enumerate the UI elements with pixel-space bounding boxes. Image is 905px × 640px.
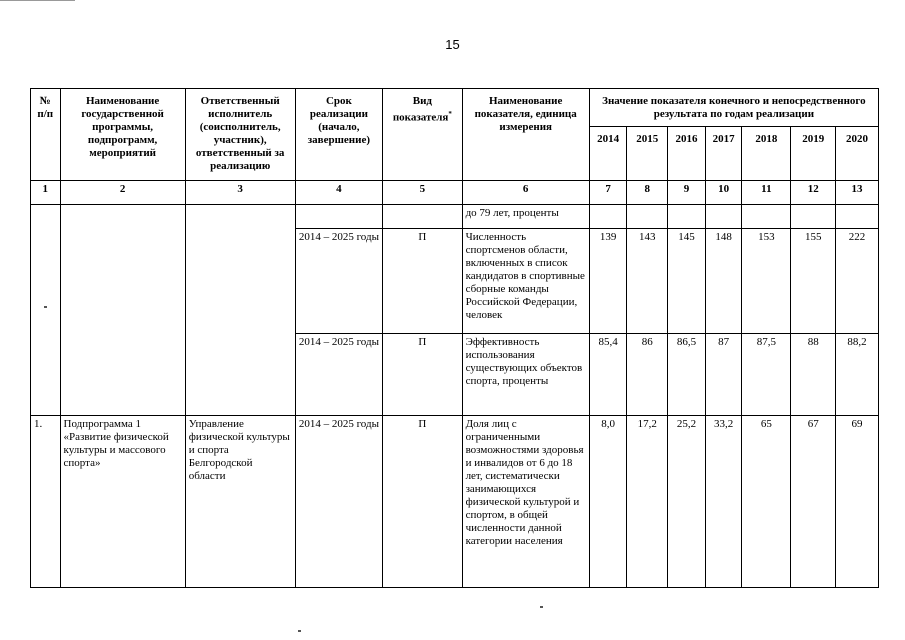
header-executor: Ответственный исполнитель (соисполнитель, участник), ответственный за реализацию: [185, 89, 295, 181]
header-period: Срок реализации (начало, завершение): [295, 89, 383, 181]
row-value: 222: [836, 229, 879, 334]
row-value: 87: [705, 334, 742, 416]
column-number: 13: [836, 181, 879, 205]
header-year: 2016: [668, 127, 706, 181]
row-value: 8,0: [589, 416, 627, 588]
table-row: [31, 205, 879, 229]
row-value: [705, 205, 742, 229]
page-number: 15: [445, 37, 460, 52]
row-value: 87,5: [742, 334, 791, 416]
row-kind: П: [383, 229, 462, 334]
header-values-group: Значение показателя конечного и непосредственного результата по годам реализации: [589, 89, 878, 127]
header-year: 2014: [589, 127, 627, 181]
row-executor: Управление физической культуры и спорта Белгородской области: [185, 416, 295, 588]
row-value: 148: [705, 229, 742, 334]
row-value: 143: [627, 229, 668, 334]
row-value: [668, 205, 706, 229]
scan-speck: [298, 630, 301, 632]
row-period: 2014 – 2025 годы: [295, 334, 383, 416]
row-value: 88: [791, 334, 836, 416]
scan-speck: [540, 606, 543, 608]
row-indicator: Численность спортсменов области, включенных в список кандидатов в спортивные сборные команды Российской Федерации, человек: [462, 229, 589, 334]
row-value: 145: [668, 229, 706, 334]
header-year: 2017: [705, 127, 742, 181]
row-value: 25,2: [668, 416, 706, 588]
row-period: 2014 – 2025 годы: [295, 416, 383, 588]
scan-speck: [44, 306, 47, 308]
row-kind: [383, 205, 462, 229]
row-value: 86,5: [668, 334, 706, 416]
header-year: 2019: [791, 127, 836, 181]
row-value: 155: [791, 229, 836, 334]
column-number: 9: [668, 181, 706, 205]
column-number: 8: [627, 181, 668, 205]
row-value: [589, 205, 627, 229]
header-year: 2015: [627, 127, 668, 181]
header-program: Наименование государственной программы, подпрограмм, мероприятий: [60, 89, 185, 181]
header-year: 2018: [742, 127, 791, 181]
column-number: 3: [185, 181, 295, 205]
column-number: 1: [31, 181, 61, 205]
row-indicator: Эффективность использования существующих объектов спорта, проценты: [462, 334, 589, 416]
row-number: 1.: [31, 416, 61, 588]
row-indicator: до 79 лет, проценты: [462, 205, 589, 229]
column-number: 6: [462, 181, 589, 205]
row-value: 33,2: [705, 416, 742, 588]
header-number: № п/п: [31, 89, 61, 181]
column-number: 4: [295, 181, 383, 205]
row-value: [742, 205, 791, 229]
header-year: 2020: [836, 127, 879, 181]
row-kind: П: [383, 416, 462, 588]
header-kind: [383, 89, 462, 181]
row-value: [627, 205, 668, 229]
row-number: [31, 205, 61, 416]
row-value: 153: [742, 229, 791, 334]
column-number: 11: [742, 181, 791, 205]
header-kind-label: Вид показателя: [392, 95, 449, 124]
row-program: [60, 205, 185, 416]
header-indicator: Наименование показателя, единица измерения: [462, 89, 589, 181]
row-value: 65: [742, 416, 791, 588]
header-kind-footnote-mark: *: [448, 110, 452, 118]
row-value: 69: [836, 416, 879, 588]
column-number: 2: [60, 181, 185, 205]
row-value: 17,2: [627, 416, 668, 588]
row-executor: [185, 205, 295, 416]
column-number-row: [31, 181, 879, 205]
row-value: [791, 205, 836, 229]
row-indicator: Доля лиц с ограниченными возможностями здоровья и инвалидов от 6 до 18 лет, систематически занимающихся физической культурой и спортом, в общей численности данной категории населения: [462, 416, 589, 588]
indicator-table: [30, 88, 879, 588]
table-row: [31, 416, 879, 588]
row-value: 67: [791, 416, 836, 588]
row-value: [836, 205, 879, 229]
column-number: 12: [791, 181, 836, 205]
row-period: 2014 – 2025 годы: [295, 229, 383, 334]
column-number: 5: [383, 181, 462, 205]
row-value: 86: [627, 334, 668, 416]
row-program: Подпрограмма 1 «Развитие физической культуры и массового спорта»: [60, 416, 185, 588]
column-number: 10: [705, 181, 742, 205]
row-value: 85,4: [589, 334, 627, 416]
column-number: 7: [589, 181, 627, 205]
row-period: [295, 205, 383, 229]
row-value: 88,2: [836, 334, 879, 416]
row-kind: П: [383, 334, 462, 416]
scan-edge-line: [0, 0, 75, 1]
row-value: 139: [589, 229, 627, 334]
